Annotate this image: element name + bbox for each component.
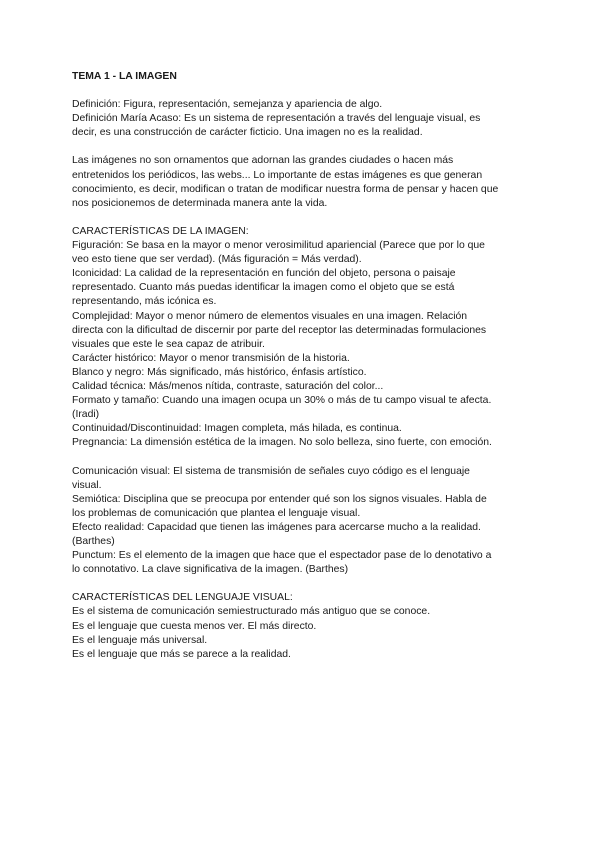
- communication-section: [72, 465, 532, 578]
- communication-line: (Barthes): [72, 536, 115, 547]
- paragraph-line: nos posicionemos de determinada manera ante la vida.: [72, 197, 328, 209]
- image-characteristics-section: [72, 225, 532, 451]
- characteristic-line: representado. Cuanto más puedas identificar la imagen como el objeto que se está: [72, 282, 455, 294]
- document-page: [72, 70, 532, 662]
- characteristic-line: Formato y tamaño: Cuando una imagen ocupa un 30% o más de tu campo visual te afecta.: [72, 395, 492, 407]
- characteristic-line: Iconicidad: La calidad de la representación en función del objeto, persona o paisaje: [72, 268, 456, 280]
- section-heading: CARACTERÍSTICAS DE LA IMAGEN:: [72, 225, 249, 237]
- intro-line: Definición María Acaso: Es un sistema de representación a través del lenguaje visual, es: [72, 113, 481, 125]
- communication-line: Comunicación visual: El sistema de transmisión de señales cuyo código es el lenguaje: [72, 465, 470, 477]
- characteristic-line: visuales que este le sea capaz de atribuir.: [72, 338, 265, 350]
- communication-line: visual.: [72, 479, 102, 491]
- intro-line: decir, es una construcción de carácter ficticio. Una imagen no es la realidad.: [72, 127, 423, 139]
- communication-line: Efecto realidad: Capacidad que tienen las imágenes para acercarse mucho a la realidad.: [72, 521, 481, 533]
- paragraph-line: entretenidos los periódicos, las webs... Lo importante de estas imágenes es que generan: [72, 169, 483, 181]
- document-title: TEMA 1 - LA IMAGEN: [72, 71, 177, 82]
- characteristic-line: Blanco y negro: Más significado, más histórico, énfasis artístico.: [72, 366, 367, 378]
- characteristic-line: Continuidad/Discontinuidad: Imagen completa, más hilada, es continua.: [72, 423, 402, 435]
- characteristic-line: Figuración: Se basa en la mayor o menor verosimilitud apariencial (Parece que por lo que: [72, 240, 485, 252]
- spacer: [72, 577, 532, 591]
- language-line: Es el lenguaje que más se parece a la realidad.: [72, 648, 291, 660]
- characteristic-line: Pregnancia: La dimensión estética de la imagen. No solo belleza, sino fuerte, con emoción.: [72, 437, 492, 449]
- characteristic-line: directa con la dificultad de discernir por parte del receptor las determinadas formulaciones: [72, 324, 487, 336]
- characteristic-line: representando, más icónica es.: [72, 296, 217, 308]
- characteristic-line: Carácter histórico: Mayor o menor transmisión de la historia.: [72, 352, 350, 364]
- spacer: [72, 450, 532, 464]
- language-line: Es el lenguaje que cuesta menos ver. El más directo.: [72, 620, 317, 632]
- paragraph-line: conocimiento, es decir, modifican o tratan de modificar nuestra forma de pensar y hacen que: [72, 183, 499, 195]
- intro-section: [72, 98, 532, 140]
- characteristic-line: Complejidad: Mayor o menor número de elementos visuales en una imagen. Relación: [72, 310, 468, 322]
- characteristic-line: Calidad técnica: Más/menos nítida, contraste, saturación del color...: [72, 380, 384, 392]
- characteristic-line: veo esto tiene que ser verdad). (Más figuración = Más verdad).: [72, 254, 362, 266]
- paragraph-line: Las imágenes no son ornamentos que adornan las grandes ciudades o hacen más: [72, 155, 454, 167]
- communication-line: Punctum: Es el elemento de la imagen que hace que el espectador pase de lo denotativo a: [72, 550, 492, 562]
- communication-line: lo connotativo. La clave significativa de la imagen. (Barthes): [72, 564, 349, 576]
- spacer: [72, 140, 532, 154]
- communication-line: los problemas de comunicación que plantea el lenguaje visual.: [72, 507, 361, 519]
- language-line: Es el sistema de comunicación semiestructurado más antiguo que se conoce.: [72, 606, 431, 618]
- characteristic-line: (Iradi): [72, 409, 100, 421]
- section-heading: CARACTERÍSTICAS DEL LENGUAJE VISUAL:: [72, 592, 293, 604]
- body-paragraph: [72, 154, 532, 210]
- language-line: Es el lenguaje más universal.: [72, 634, 208, 646]
- visual-language-section: [72, 591, 532, 661]
- communication-line: Semiótica: Disciplina que se preocupa por entender qué son los signos visuales. Habla de: [72, 493, 487, 505]
- spacer: [72, 211, 532, 225]
- intro-line: Definición: Figura, representación, semejanza y apariencia de algo.: [72, 99, 383, 111]
